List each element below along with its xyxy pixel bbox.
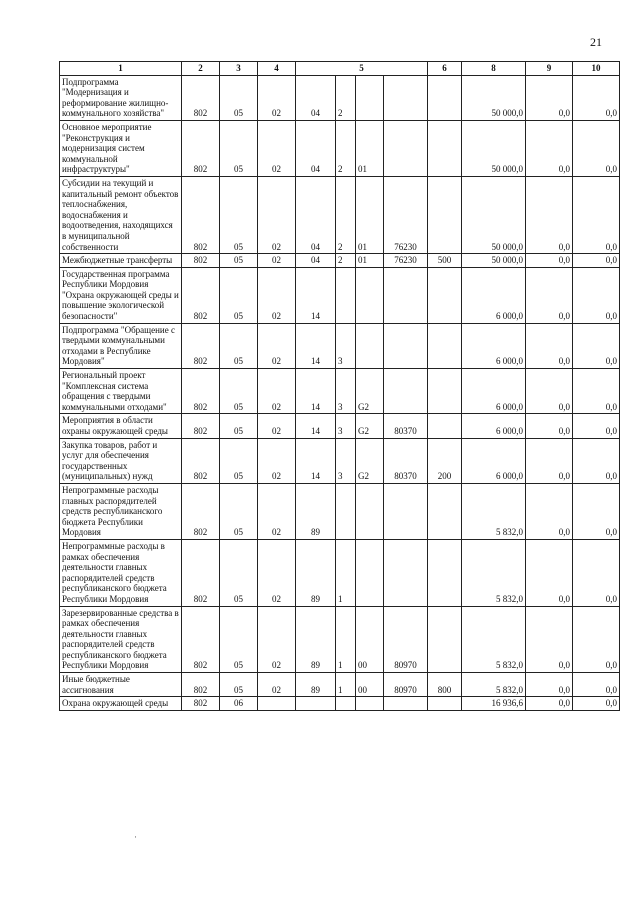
cell-subprogram: 3 <box>336 438 356 483</box>
cell-subsection: 02 <box>258 606 296 673</box>
cell-amount: 5 832,0 <box>462 483 526 539</box>
cell-grbs: 802 <box>182 323 220 368</box>
cell-subsection: 02 <box>258 483 296 539</box>
cell-grbs: 802 <box>182 176 220 253</box>
cell-col9: 0,0 <box>526 120 573 176</box>
table-row <box>60 673 620 697</box>
cell-section: 05 <box>220 673 258 697</box>
cell-subsection: 02 <box>258 176 296 253</box>
cell-program: 89 <box>296 673 336 697</box>
cell-section: 05 <box>220 539 258 606</box>
table-row <box>60 120 620 176</box>
cell-amount: 6 000,0 <box>462 369 526 414</box>
table-row <box>60 438 620 483</box>
cell-direction: 76230 <box>384 254 428 268</box>
row-name: Подпрограмма "Модернизация и реформирование жилищно-коммунального хозяйства" <box>60 75 182 120</box>
cell-subprogram: 3 <box>336 369 356 414</box>
cell-program: 04 <box>296 120 336 176</box>
cell-col9: 0,0 <box>526 369 573 414</box>
cell-expense-type <box>428 414 462 438</box>
cell-col10: 0,0 <box>573 120 620 176</box>
cell-direction <box>384 539 428 606</box>
cell-col9: 0,0 <box>526 75 573 120</box>
cell-event: 00 <box>356 606 384 673</box>
cell-grbs: 802 <box>182 75 220 120</box>
cell-col9: 0,0 <box>526 673 573 697</box>
cell-subprogram <box>336 483 356 539</box>
cell-program: 14 <box>296 414 336 438</box>
cell-amount: 50 000,0 <box>462 254 526 268</box>
cell-program: 89 <box>296 483 336 539</box>
cell-col10: 0,0 <box>573 176 620 253</box>
cell-amount: 6 000,0 <box>462 438 526 483</box>
cell-expense-type <box>428 75 462 120</box>
cell-col10: 0,0 <box>573 254 620 268</box>
cell-grbs: 802 <box>182 369 220 414</box>
cell-amount: 50 000,0 <box>462 75 526 120</box>
cell-subsection: 02 <box>258 75 296 120</box>
cell-amount: 6 000,0 <box>462 323 526 368</box>
cell-subprogram: 2 <box>336 254 356 268</box>
budget-table <box>59 61 620 711</box>
cell-direction: 80370 <box>384 414 428 438</box>
header-cell: 8 <box>462 62 526 76</box>
cell-col10: 0,0 <box>573 369 620 414</box>
cell-program: 14 <box>296 323 336 368</box>
cell-col9: 0,0 <box>526 438 573 483</box>
cell-event: G2 <box>356 369 384 414</box>
cell-direction <box>384 369 428 414</box>
row-name: Региональный проект "Комплексная система обращения с твердыми коммунальными отходами" <box>60 369 182 414</box>
cell-subsection: 02 <box>258 414 296 438</box>
cell-col10: 0,0 <box>573 697 620 711</box>
cell-grbs: 802 <box>182 254 220 268</box>
cell-col10: 0,0 <box>573 673 620 697</box>
cell-event: 01 <box>356 176 384 253</box>
cell-subprogram: 3 <box>336 414 356 438</box>
cell-program: 04 <box>296 254 336 268</box>
cell-col9: 0,0 <box>526 483 573 539</box>
row-name: Подпрограмма "Обращение с твердыми коммунальными отходами в Республике Мордовия" <box>60 323 182 368</box>
cell-event: 00 <box>356 673 384 697</box>
cell-direction <box>384 75 428 120</box>
row-name: Государственная программа Республики Мордовия "Охрана окружающей среды и повышение экологической безопасности" <box>60 267 182 323</box>
cell-expense-type: 200 <box>428 438 462 483</box>
cell-col9: 0,0 <box>526 267 573 323</box>
cell-col10: 0,0 <box>573 483 620 539</box>
cell-program: 04 <box>296 176 336 253</box>
header-cell: 9 <box>526 62 573 76</box>
cell-col9: 0,0 <box>526 414 573 438</box>
cell-subprogram: 1 <box>336 606 356 673</box>
cell-section: 05 <box>220 606 258 673</box>
cell-amount: 16 936,6 <box>462 697 526 711</box>
scan-speck: · <box>134 832 137 842</box>
cell-subsection: 02 <box>258 323 296 368</box>
cell-event <box>356 539 384 606</box>
table-row <box>60 254 620 268</box>
cell-section: 05 <box>220 176 258 253</box>
cell-col10: 0,0 <box>573 267 620 323</box>
cell-subsection: 02 <box>258 120 296 176</box>
table-row <box>60 75 620 120</box>
cell-event: G2 <box>356 438 384 483</box>
header-cell: 5 <box>296 62 428 76</box>
row-name: Непрограммные расходы главных распорядителей средств республиканского бюджета Республики Мордовия <box>60 483 182 539</box>
cell-subsection: 02 <box>258 673 296 697</box>
cell-expense-type <box>428 323 462 368</box>
cell-subsection: 02 <box>258 267 296 323</box>
header-cell: 6 <box>428 62 462 76</box>
cell-col10: 0,0 <box>573 606 620 673</box>
cell-amount: 5 832,0 <box>462 673 526 697</box>
cell-subprogram: 2 <box>336 75 356 120</box>
cell-col9: 0,0 <box>526 254 573 268</box>
cell-direction <box>384 697 428 711</box>
cell-expense-type <box>428 176 462 253</box>
cell-event: G2 <box>356 414 384 438</box>
cell-grbs: 802 <box>182 483 220 539</box>
cell-subprogram: 3 <box>336 323 356 368</box>
cell-program: 14 <box>296 438 336 483</box>
cell-subsection: 02 <box>258 438 296 483</box>
cell-grbs: 802 <box>182 697 220 711</box>
cell-direction: 80970 <box>384 673 428 697</box>
cell-col9: 0,0 <box>526 176 573 253</box>
cell-grbs: 802 <box>182 606 220 673</box>
cell-section: 05 <box>220 414 258 438</box>
cell-subprogram: 2 <box>336 176 356 253</box>
cell-section: 05 <box>220 267 258 323</box>
row-name: Иные бюджетные ассигнования <box>60 673 182 697</box>
cell-event <box>356 483 384 539</box>
cell-program: 89 <box>296 539 336 606</box>
table-row <box>60 606 620 673</box>
row-name: Межбюджетные трансферты <box>60 254 182 268</box>
cell-expense-type <box>428 539 462 606</box>
cell-amount: 6 000,0 <box>462 414 526 438</box>
cell-grbs: 802 <box>182 120 220 176</box>
cell-expense-type <box>428 483 462 539</box>
cell-event <box>356 697 384 711</box>
cell-col10: 0,0 <box>573 323 620 368</box>
cell-event: 01 <box>356 120 384 176</box>
table-row <box>60 369 620 414</box>
row-name: Непрограммные расходы в рамках обеспечения деятельности главных распорядителей средств республиканского бюджета Республики Мордовия <box>60 539 182 606</box>
cell-direction <box>384 267 428 323</box>
cell-expense-type <box>428 267 462 323</box>
cell-program: 89 <box>296 606 336 673</box>
cell-subsection: 02 <box>258 369 296 414</box>
cell-program: 14 <box>296 267 336 323</box>
cell-event <box>356 75 384 120</box>
row-name: Охрана окружающей среды <box>60 697 182 711</box>
cell-expense-type <box>428 369 462 414</box>
cell-direction <box>384 120 428 176</box>
cell-col10: 0,0 <box>573 414 620 438</box>
table-row <box>60 483 620 539</box>
cell-direction: 80970 <box>384 606 428 673</box>
cell-grbs: 802 <box>182 267 220 323</box>
page-number: 21 <box>590 35 602 49</box>
cell-subprogram: 2 <box>336 120 356 176</box>
cell-program: 14 <box>296 369 336 414</box>
table-row <box>60 267 620 323</box>
cell-grbs: 802 <box>182 414 220 438</box>
row-name: Основное мероприятие "Реконструкция и модернизация систем коммунальной инфраструктуры" <box>60 120 182 176</box>
row-name: Мероприятия в области охраны окружающей среды <box>60 414 182 438</box>
cell-col10: 0,0 <box>573 539 620 606</box>
header-cell: 3 <box>220 62 258 76</box>
table-row <box>60 539 620 606</box>
cell-grbs: 802 <box>182 438 220 483</box>
header-cell: 4 <box>258 62 296 76</box>
cell-direction: 80370 <box>384 438 428 483</box>
cell-amount: 50 000,0 <box>462 176 526 253</box>
cell-col9: 0,0 <box>526 697 573 711</box>
header-cell: 2 <box>182 62 220 76</box>
cell-section: 05 <box>220 483 258 539</box>
row-name: Субсидии на текущий и капитальный ремонт объектов теплоснабжения, водоснабжения и водоотведения, находящихся в муниципальной собственности <box>60 176 182 253</box>
cell-direction <box>384 483 428 539</box>
row-name: Зарезервированные средства в рамках обеспечения деятельности главных распорядителей средств республиканского бюджета Республики Мордовия <box>60 606 182 673</box>
cell-section: 05 <box>220 323 258 368</box>
cell-amount: 5 832,0 <box>462 539 526 606</box>
cell-col9: 0,0 <box>526 606 573 673</box>
cell-event <box>356 267 384 323</box>
header-cell: 1 <box>60 62 182 76</box>
header-cell: 10 <box>573 62 620 76</box>
cell-section: 05 <box>220 120 258 176</box>
cell-subprogram: 1 <box>336 539 356 606</box>
table-header-row <box>60 62 620 76</box>
cell-amount: 5 832,0 <box>462 606 526 673</box>
cell-event <box>356 323 384 368</box>
cell-grbs: 802 <box>182 539 220 606</box>
cell-col9: 0,0 <box>526 323 573 368</box>
cell-section: 05 <box>220 369 258 414</box>
table-row <box>60 697 620 711</box>
cell-expense-type <box>428 120 462 176</box>
cell-program <box>296 697 336 711</box>
cell-expense-type: 800 <box>428 673 462 697</box>
cell-col10: 0,0 <box>573 75 620 120</box>
cell-event: 01 <box>356 254 384 268</box>
cell-amount: 6 000,0 <box>462 267 526 323</box>
cell-direction <box>384 323 428 368</box>
row-name: Закупка товаров, работ и услуг для обеспечения государственных (муниципальных) нужд <box>60 438 182 483</box>
table-row <box>60 176 620 253</box>
cell-expense-type <box>428 606 462 673</box>
cell-subsection: 02 <box>258 539 296 606</box>
cell-direction: 76230 <box>384 176 428 253</box>
cell-subprogram <box>336 267 356 323</box>
cell-section: 05 <box>220 438 258 483</box>
cell-subprogram: 1 <box>336 673 356 697</box>
cell-amount: 50 000,0 <box>462 120 526 176</box>
cell-section: 05 <box>220 75 258 120</box>
cell-expense-type: 500 <box>428 254 462 268</box>
cell-section: 05 <box>220 254 258 268</box>
cell-col9: 0,0 <box>526 539 573 606</box>
cell-grbs: 802 <box>182 673 220 697</box>
cell-section: 06 <box>220 697 258 711</box>
cell-program: 04 <box>296 75 336 120</box>
cell-subsection: 02 <box>258 254 296 268</box>
cell-subsection <box>258 697 296 711</box>
cell-expense-type <box>428 697 462 711</box>
table-row <box>60 323 620 368</box>
cell-subprogram <box>336 697 356 711</box>
cell-col10: 0,0 <box>573 438 620 483</box>
table-row <box>60 414 620 438</box>
